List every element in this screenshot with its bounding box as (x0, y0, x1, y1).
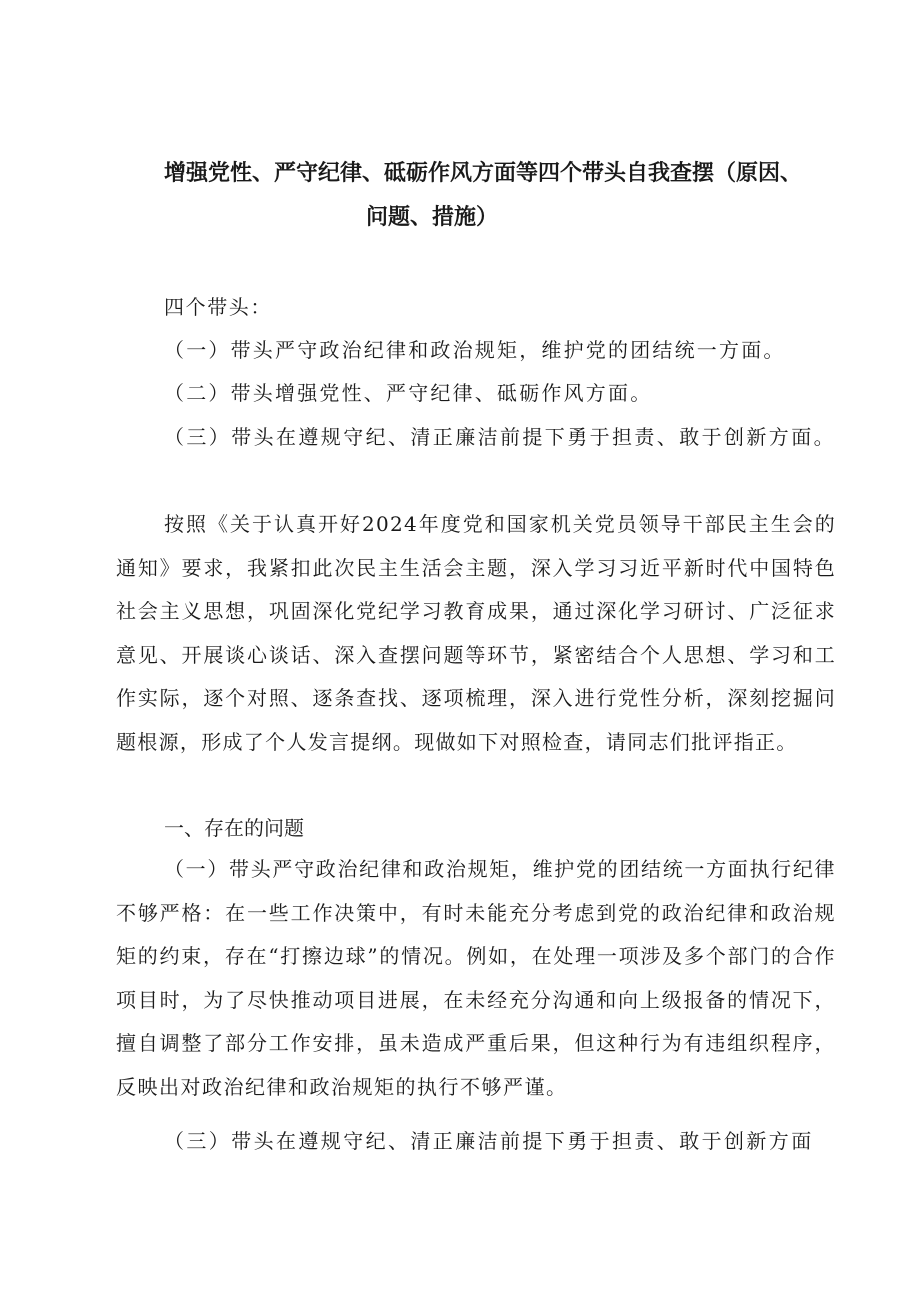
document-title (164, 152, 864, 240)
item-2: （二）带头增强党性、严守纪律、砥砺作风方面。 (164, 381, 653, 405)
section-1-item-3: （三）带头在遵规守纪、清正廉洁前提下勇于担责、敢于创新方面 (164, 1129, 814, 1153)
section-1-paragraph: （一）带头严守政治纪律和政治规矩，维护党的团结统一方面执行纪律不够严格：在一些工作决策中，有时未能充分考虑到党的政治纪律和政治规矩的约束，存在“打擦边球”的情况。例如，在处理一项涉及多个部门的合作项目时，为了尽快推动项目进展，在未经充分沟通和向上级报备的情况下，擅自调整了部分工作安排，虽未造成严重后果，但这种行为有违组织程序，反映出对政治纪律和政治规矩的执行不够严谨。 (116, 857, 836, 1099)
intro-paragraph: 按照《关于认真开好2024年度党和国家机关党员领导干部民主生会的通知》要求，我紧扣此次民主生活会主题，深入学习习近平新时代中国特色社会主义思想，巩固深化党纪学习教育成果，通过深化学习研讨、广泛征求意见、开展谈心谈话、深入查摆问题等环节，紧密结合个人思想、学习和工作实际，逐个对照、逐条查找、逐项梳理，深入进行党性分析，深刻挖掘问题根源，形成了个人发言提纲。现做如下对照检查，请同志们批评指正。 (116, 512, 836, 754)
section-1-heading: 一、存在的问题 (164, 816, 304, 840)
title-line-1: 增强党性、严守纪律、砥砺作风方面等四个带头自我查摆（原因、 (164, 161, 803, 186)
intro-label: 四个带头： (164, 295, 272, 319)
item-3: （三）带头在遵规守纪、清正廉洁前提下勇于担责、敢于创新方面。 (164, 425, 836, 449)
item-1: （一）带头严守政治纪律和政治规矩，维护党的团结统一方面。 (164, 338, 786, 362)
title-line-2: 问题、措施） (366, 205, 499, 230)
